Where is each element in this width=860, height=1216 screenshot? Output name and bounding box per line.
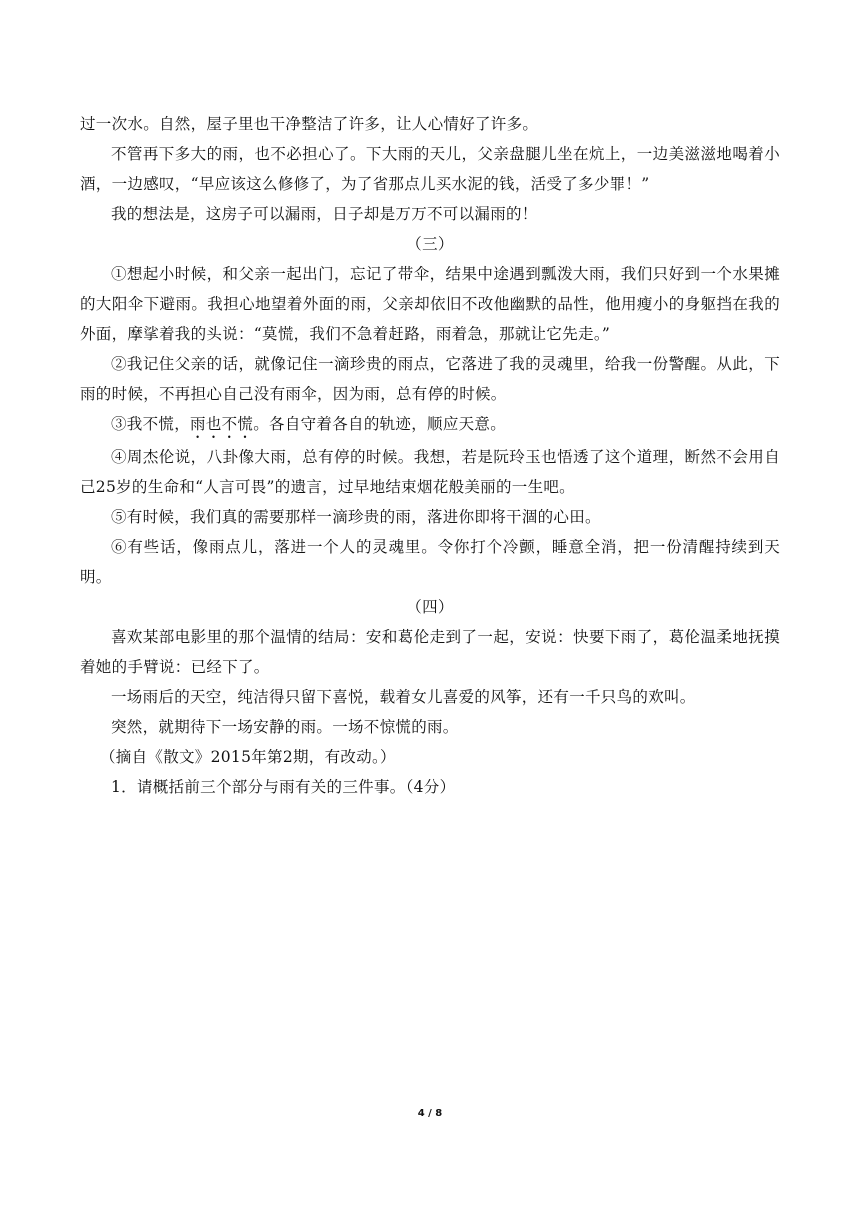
paragraph-8: ⑤有时候，我们真的需要那样一滴珍贵的雨，落进你即将干涸的心田。 xyxy=(111,508,601,526)
paragraph-6-before: ③我不慌， xyxy=(111,415,191,433)
paragraph-5: ②我记住父亲的话，就像记住一滴珍贵的雨点，它落进了我的灵魂里，给我一份警醒。从此，下雨的时候，不再担心自己没有雨伞，因为雨，总有停的时候。 xyxy=(80,355,780,403)
paragraph-4: ①想起小时候，和父亲一起出门，忘记了带伞，结果中途遇到瓢泼大雨，我们只好到一个水果摊的大阳伞下避雨。我担心地望着外面的雨，父亲却依旧不改他幽默的品性，他用瘦小的身躯挡在我的外面，摩挲着我的头说：“莫慌，我们不急着赶路，雨着急，那就让它先走。” xyxy=(80,265,780,343)
section-heading-3: （三） xyxy=(406,235,454,253)
paragraph-12: 突然，就期待下一场安静的雨。一场不惊慌的雨。 xyxy=(111,718,459,736)
paragraph-1: 过一次水。自然，屋子里也干净整洁了许多，让人心情好了许多。 xyxy=(80,115,539,133)
paragraph-3: 我的想法是，这房子可以漏雨，日子却是万万不可以漏雨的！ xyxy=(111,205,538,223)
page-number: 4 / 8 xyxy=(417,1108,443,1119)
paragraph-2: 不管再下多大的雨，也不必担心了。下大雨的天儿，父亲盘腿儿坐在炕上，一边美滋滋地喝着小酒，一边感叹，“早应该这么修修了，为了省那点儿买水泥的钱，活受了多少罪！” xyxy=(80,145,780,193)
paragraph-6-after: 。各自守着各自的轨迹，顺应天意。 xyxy=(253,415,507,433)
paragraph-7: ④周杰伦说，八卦像大雨，总有停的时候。我想，若是阮玲玉也悟透了这个道理，断然不会用自己25岁的生命和“人言可畏”的遗言，过早地结束烟花般美丽的一生吧。 xyxy=(80,448,780,496)
source-citation: （摘自《散文》2015年第2期，有改动。） xyxy=(100,748,396,766)
paragraph-6 xyxy=(80,409,780,442)
paragraph-11: 一场雨后的天空，纯洁得只留下喜悦，载着女儿喜爱的风筝，还有一千只鸟的欢叫。 xyxy=(111,688,696,706)
question-1: 1．请概括前三个部分与雨有关的三件事。（4分） xyxy=(111,778,456,796)
paragraph-10: 喜欢某部电影里的那个温情的结局：安和葛伦走到了一起，安说：快要下雨了，葛伦温柔地抚摸着她的手臂说：已经下了。 xyxy=(80,628,780,676)
paragraph-6-dotted: 雨也不慌 xyxy=(190,415,254,433)
section-heading-4: （四） xyxy=(406,598,454,616)
document-body xyxy=(80,109,780,802)
paragraph-9: ⑥有些话，像雨点儿，落进一个人的灵魂里。令你打个冷颤，睡意全消，把一份清醒持续到天明。 xyxy=(80,538,780,586)
